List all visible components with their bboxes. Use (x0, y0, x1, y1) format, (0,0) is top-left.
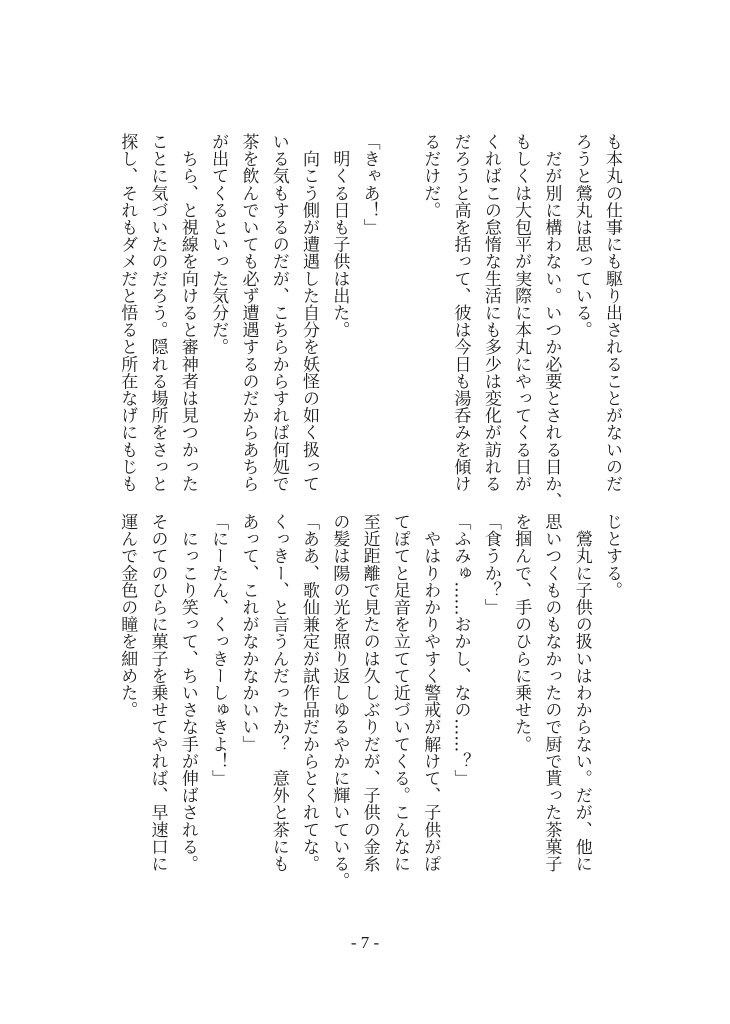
text-line: るだけだ。 (420, 133, 441, 219)
text-line: くればこの怠惰な生活にも多少は変化が訪れる (480, 133, 501, 493)
text-line: あって、これがなかなかいい」 (238, 513, 259, 753)
text-block-lower (111, 513, 627, 903)
text-line: くっきー、と言うんだったか？ 意外と茶にも (268, 513, 289, 873)
text-line: だろうと高を括って、彼は今日も湯呑みを傾け (450, 133, 471, 493)
text-line: 向こう側が遭遇した自分を妖怪の如く扱って (299, 133, 320, 493)
text-line: てぽてと足音を立てて近づいてくる。こんなに (389, 513, 410, 873)
text-line: 「にーたん、くっきーしゅきよ！」 (208, 513, 229, 787)
text-line: 探し、それもダメだと悟ると所在なげにもじも (117, 133, 138, 493)
text-line: ちら、と視線を向けると審神者は見つかった (177, 133, 198, 493)
text-line: やはりわかりやすく警戒が解けて、子供がぽ (420, 513, 441, 873)
text-line: 至近距離で見たのは久しぶりだが、子供の金糸 (359, 513, 380, 873)
text-line: ろうと鶯丸は思っている。 (571, 133, 592, 339)
text-line: が出てくるといった気分だ。 (208, 133, 229, 356)
text-line: もしくは大包平が実際に本丸にやってくる日が (511, 133, 532, 493)
text-block-upper (111, 133, 627, 510)
text-line: の髪は陽の光を照り返しゆるやかに輝いている。 (329, 513, 350, 890)
text-line: 「ふみゅ……おかし、なの……？」 (450, 513, 471, 787)
text-line: 茶を飲んでいても必ず遭遇するのだからあちら (238, 133, 259, 493)
text-line: そのてのひらに菓子を乗せてやれば、早速口に (147, 513, 168, 873)
text-line: じとする。 (602, 513, 622, 599)
text-line: 思いつくものもなかったので厨で貰った茶菓子 (541, 513, 562, 873)
text-line: にっこり笑って、ちいさな手が伸ばされる。 (177, 513, 198, 873)
text-line: も本丸の仕事にも駆り出されることがないのだ (602, 133, 622, 493)
text-line: いる気もするのだが、こちらからすれば何処で (268, 133, 289, 493)
text-line: 「ああ、歌仙兼定が試作品だからとくれてな。 (299, 513, 320, 873)
text-line: 「きゃあ！」 (359, 133, 380, 236)
page-number: - 7 - (350, 933, 380, 952)
text-line: だが別に構わない。いつか必要とされる日か、 (541, 133, 562, 510)
text-line: 運んで金色の瞳を細めた。 (117, 513, 138, 719)
text-line: ことに気づいたのだろう。隠れる場所をさっと (147, 133, 168, 493)
text-line: を掴んで、手のひらに乗せた。 (511, 513, 532, 753)
text-line: 鶯丸に子供の扱いはわからない。だが、他に (571, 513, 592, 873)
text-line: 「食うか？」 (480, 513, 501, 616)
text-line (385, 133, 415, 503)
text-line: 明くる日も子供は出た。 (329, 133, 350, 339)
